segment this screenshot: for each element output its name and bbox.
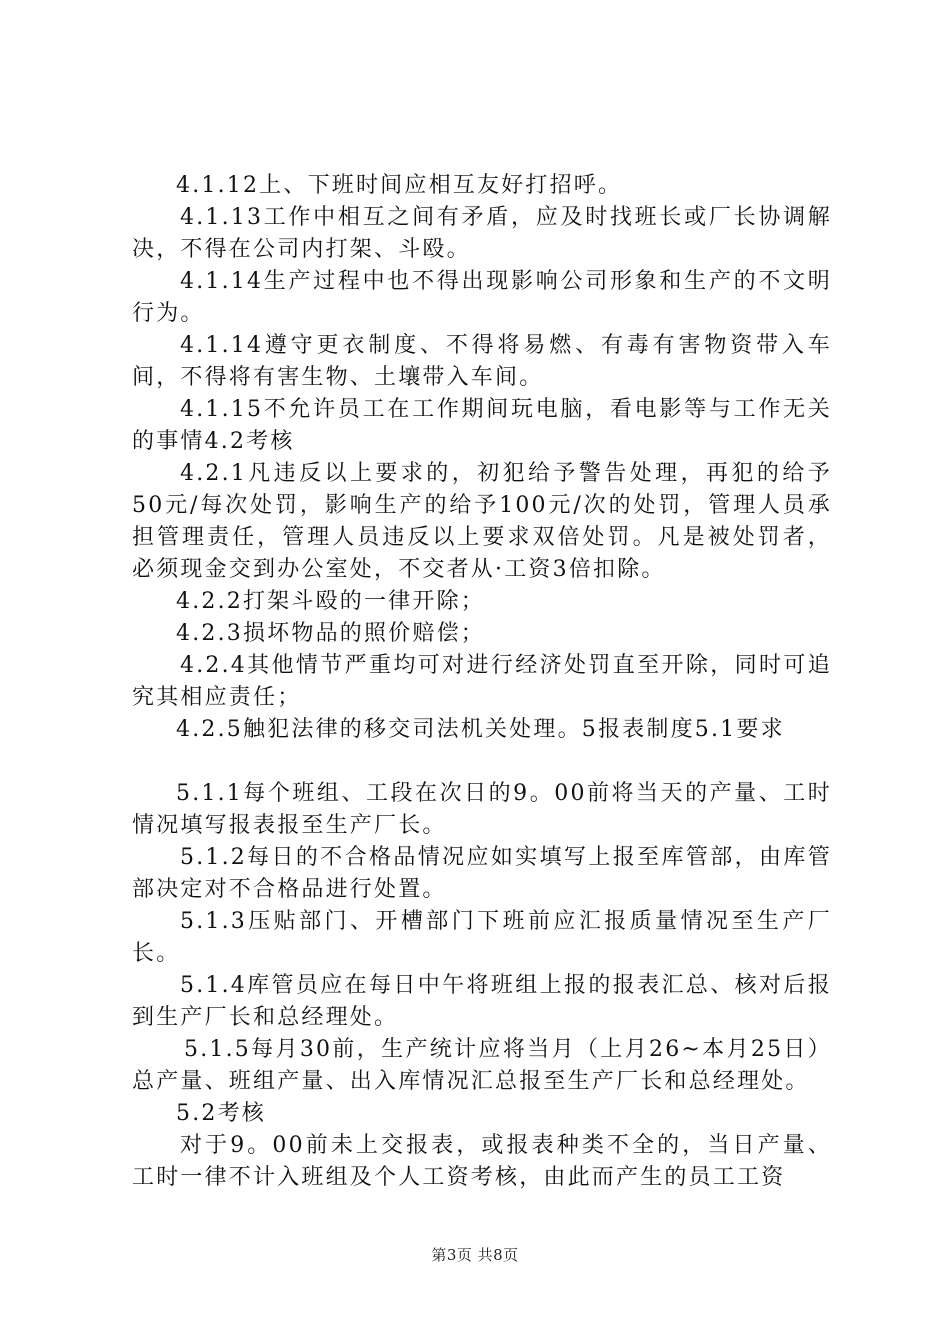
paragraph-5-1-5: 5.1.5每月30前，生产统计应将当月（上月26~本月25日）总产量、班组产量、出入库情况汇总报至生产厂长和总经理处。 [132,1037,832,1094]
paragraph-4-2-2: 4.2.2打架斗殴的一律开除； [176,589,485,614]
paragraph-4-1-12: 4.1.12上、下班时间应相互友好打招呼。 [176,173,623,198]
paragraph-4-2-4: 4.2.4其他情节严重均可对进行经济处罚直至开除，同时可追究其相应责任； [132,653,832,710]
paragraph-5-1-3: 5.1.3压贴部门、开槽部门下班前应汇报质量情况至生产厂长。 [132,909,832,966]
section-heading-5-2: 5.2考核 [176,1101,266,1126]
paragraph-4-1-14-b: 4.1.14遵守更衣制度、不得将易燃、有毒有害物资带入车间，不得将有害生物、土壤带入车间。 [132,333,832,390]
paragraph-5-1-1: 5.1.1每个班组、工段在次日的9。00前将当天的产量、工时情况填写报表报至生产厂长。 [132,781,832,838]
paragraph-5-2-body: 对于9。00前未上交报表，或报表种类不全的，当日产量、工时一律不计入班组及个人工资考核，由此而产生的员工工资 [132,1133,832,1190]
paragraph-4-2-1: 4.2.1凡违反以上要求的，初犯给予警告处理，再犯的给予50元/每次处罚，影响生产的给予100元/次的处罚，管理人员承担管理责任，管理人员违反以上要求双倍处罚。凡是被处罚者，必须现金交到办公室处，不交者从·工资3倍扣除。 [132,461,832,582]
paragraph-5-1-2: 5.1.2每日的不合格品情况应如实填写上报至库管部，由库管部决定对不合格品进行处置。 [132,845,832,902]
document-body [132,170,832,1194]
paragraph-5-1-4: 5.1.4库管员应在每日中午将班组上报的报表汇总、核对后报到生产厂长和总经理处。 [132,973,832,1030]
paragraph-4-2-3: 4.2.3损坏物品的照价赔偿； [176,621,485,646]
paragraph-4-2-5: 4.2.5触犯法律的移交司法机关处理。5报表制度5.1要求 [176,717,785,742]
page-number-footer: 第3页 共8页 [431,1246,519,1264]
paragraph-4-1-13: 4.1.13工作中相互之间有矛盾，应及时找班长或厂长协调解决，不得在公司内打架、斗殴。 [132,205,832,262]
paragraph-4-1-14-a: 4.1.14生产过程中也不得出现影响公司形象和生产的不文明行为。 [132,269,832,326]
paragraph-gap [132,746,832,778]
paragraph-4-1-15: 4.1.15不允许员工在工作期间玩电脑，看电影等与工作无关的事情4.2考核 [132,397,832,454]
